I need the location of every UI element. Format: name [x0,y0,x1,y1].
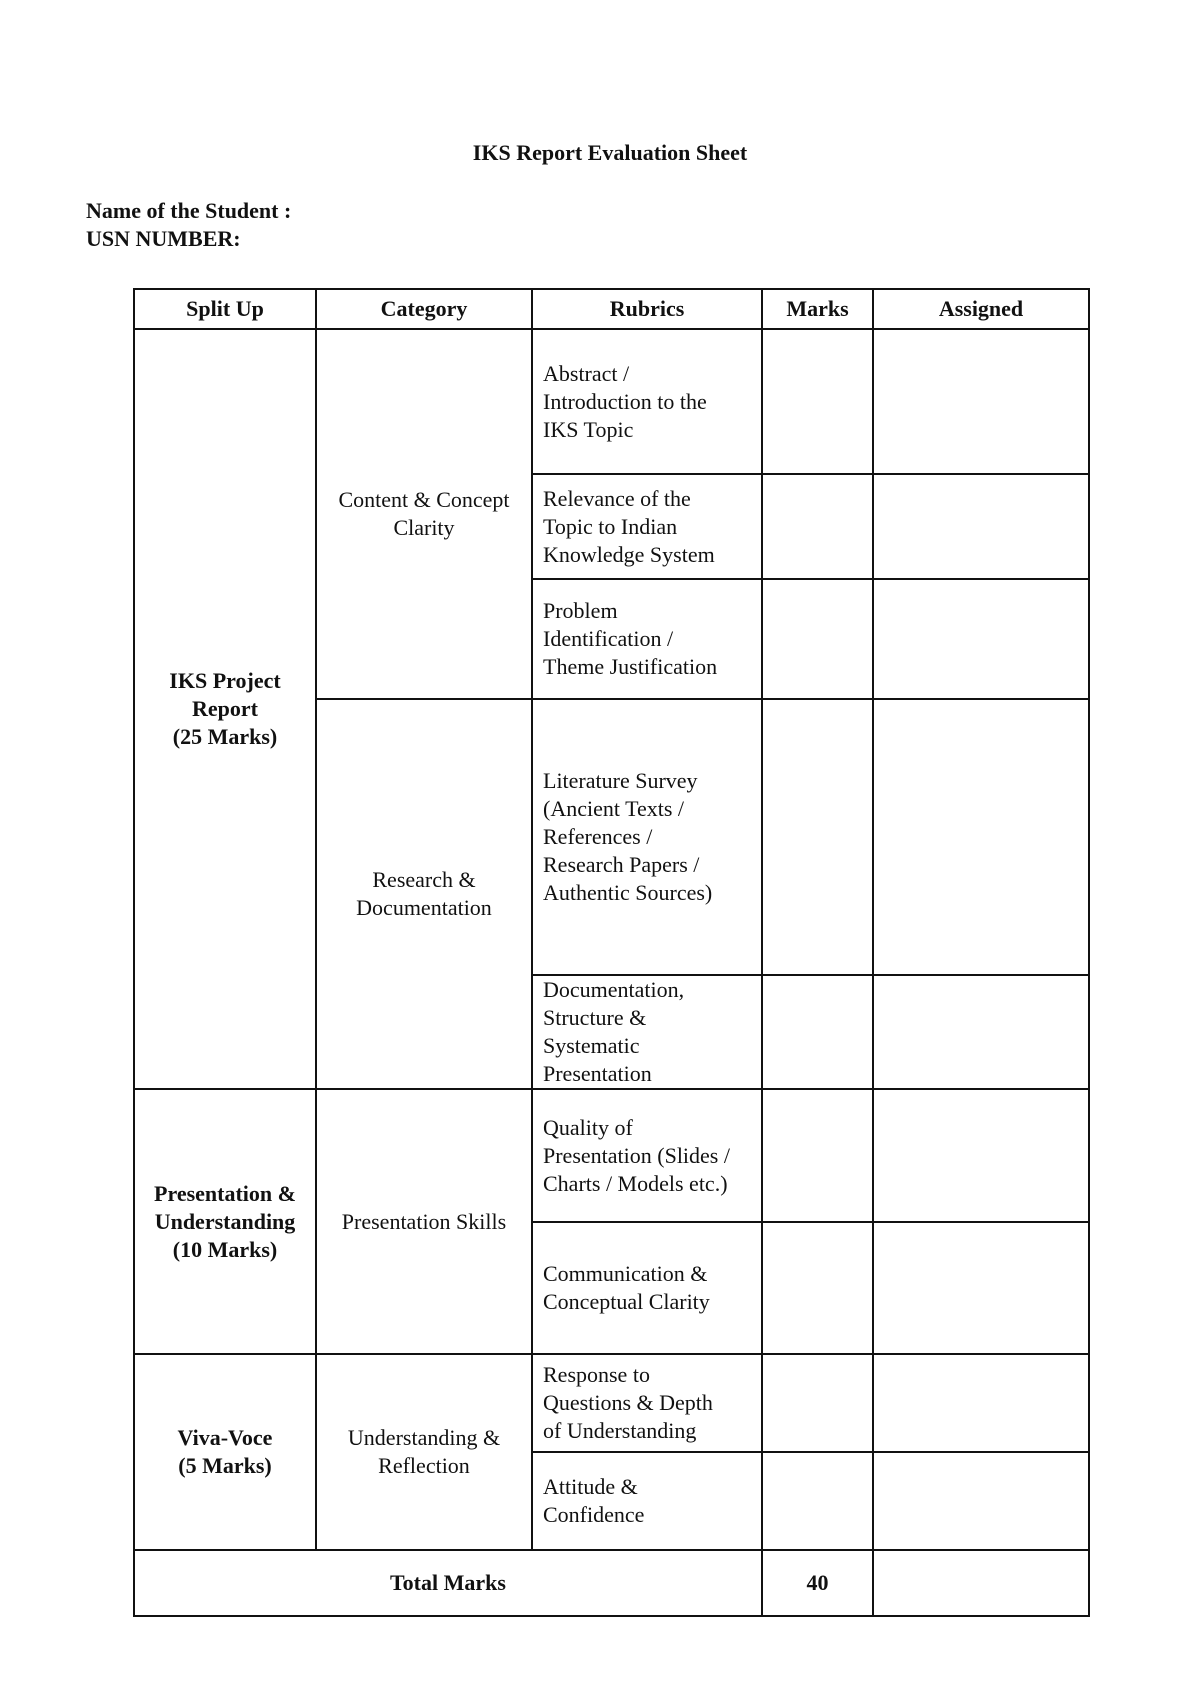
assigned-cell[interactable] [873,579,1089,699]
split-up-line: (5 Marks) [178,1453,272,1478]
rubric-line: Structure & [543,1005,647,1030]
header-row [134,289,1089,329]
rubric-line: Response to [543,1362,650,1387]
rubric-line: Problem [543,598,618,623]
rubric-cell [532,1452,762,1550]
rubric-line: Charts / Models etc.) [543,1170,728,1196]
assigned-cell[interactable] [873,474,1089,579]
split-up-line: IKS Project [169,668,281,693]
rubric-line: Knowledge System [543,541,715,567]
table-row [134,329,1089,474]
rubric-line: Abstract / [543,360,630,386]
assigned-cell[interactable] [873,1452,1089,1550]
rubric-line: Topic to Indian [543,513,678,539]
table-row [134,1089,1089,1222]
rubric-line: Relevance of the [543,485,691,511]
marks-cell[interactable] [762,1354,873,1452]
split-up-viva-voce [134,1354,316,1550]
header-category: Category [316,289,532,329]
marks-cell[interactable] [762,975,873,1089]
rubric-cell [532,1222,762,1354]
rubric-line: References / [543,824,653,849]
split-up-line: Presentation & [154,1180,296,1206]
rubric-line: of Understanding [543,1418,697,1443]
category-line: Research & [372,867,476,892]
total-marks-label: Total Marks [134,1550,762,1616]
evaluation-table [133,288,1090,1617]
rubric-line: Research Papers / [543,852,700,877]
rubric-line: Presentation (Slides / [543,1142,730,1168]
rubric-line: Communication & [543,1261,708,1286]
rubric-cell [532,474,762,579]
total-row [134,1550,1089,1616]
marks-cell[interactable] [762,1452,873,1550]
rubric-cell [532,1089,762,1222]
marks-cell[interactable] [762,329,873,474]
split-up-line: (10 Marks) [172,1236,278,1262]
rubric-line: Confidence [543,1502,645,1527]
rubric-line: Introduction to the [543,388,707,414]
category-line: Understanding & [347,1425,501,1450]
category-line: Reflection [378,1453,470,1478]
category-line: Clarity [393,515,455,540]
assigned-cell[interactable] [873,699,1089,975]
rubric-cell [532,579,762,699]
rubric-line: Systematic [543,1033,640,1058]
usn-label: USN NUMBER: [86,226,241,251]
rubric-line: Conceptual Clarity [543,1289,710,1314]
header-marks: Marks [762,289,873,329]
marks-cell[interactable] [762,579,873,699]
marks-cell[interactable] [762,1089,873,1222]
rubric-cell [532,975,762,1089]
assigned-cell[interactable] [873,1089,1089,1222]
category-line: Content & Concept [338,487,510,512]
rubric-line: Literature Survey [543,768,698,793]
category-line: Documentation [356,895,492,920]
split-up-presentation [134,1089,316,1354]
marks-cell[interactable] [762,699,873,975]
header-assigned: Assigned [873,289,1089,329]
category-understanding-reflection [316,1354,532,1550]
total-assigned-cell[interactable] [873,1550,1089,1616]
marks-cell[interactable] [762,1222,873,1354]
total-marks-value: 40 [762,1550,873,1616]
rubric-line: Questions & Depth [543,1390,713,1415]
rubric-cell [532,1354,762,1452]
assigned-cell[interactable] [873,329,1089,474]
marks-cell[interactable] [762,474,873,579]
category-research-documentation [316,699,532,1089]
category-presentation-skills [316,1089,532,1354]
split-up-line: Report [192,696,258,721]
header-split-up: Split Up [134,289,316,329]
category-line: Presentation Skills [341,1208,507,1234]
rubric-line: Quality of [543,1114,633,1140]
split-up-line: (25 Marks) [172,724,278,749]
header-rubrics: Rubrics [532,289,762,329]
assigned-cell[interactable] [873,1354,1089,1452]
rubric-line: Theme Justification [543,654,718,679]
document-title: IKS Report Evaluation Sheet [472,140,748,165]
split-up-line: Viva-Voce [177,1425,273,1450]
rubric-line: Presentation [543,1061,652,1086]
rubric-cell [532,329,762,474]
rubric-line: Authentic Sources) [543,880,713,905]
split-up-line: Understanding [154,1208,296,1234]
rubric-line: (Ancient Texts / [543,796,685,821]
assigned-cell[interactable] [873,1222,1089,1354]
rubric-line: Attitude & [543,1474,638,1499]
rubric-cell [532,699,762,975]
table-row [134,1354,1089,1452]
rubric-line: Identification / [543,626,674,651]
rubric-line: Documentation, [543,977,685,1002]
category-content-concept [316,329,532,699]
rubric-line: IKS Topic [543,416,634,442]
assigned-cell[interactable] [873,975,1089,1089]
split-up-iks-project [134,329,316,1089]
student-name-label: Name of the Student : [86,198,292,223]
